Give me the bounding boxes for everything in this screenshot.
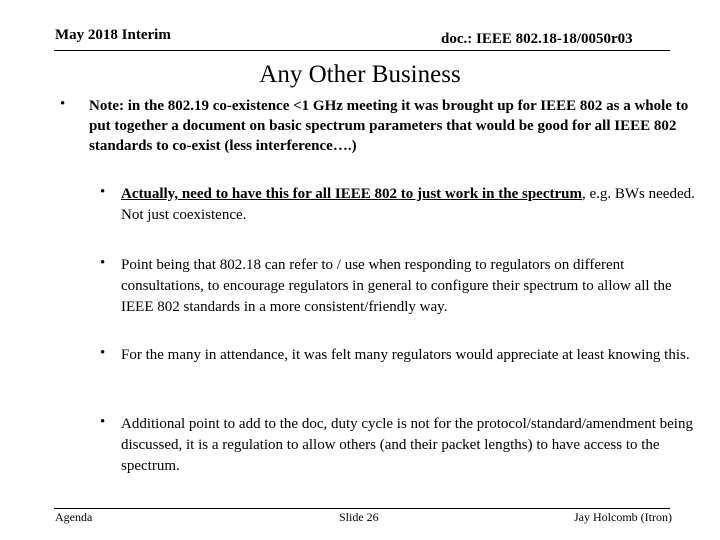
- footer-divider: [54, 508, 670, 509]
- header-doc-id: doc.: IEEE 802.18-18/0050r03: [441, 31, 633, 47]
- main-bullet-text: Note: in the 802.19 co-existence <1 GHz meeting it was brought up for IEEE 802 as a whole to put together a document on basic spectrum parameters that would be good for all IEEE 802 standards to co-exist (less interference….): [89, 98, 689, 154]
- slide-title: Any Other Business: [259, 61, 461, 88]
- sub-bullet-1: [121, 184, 706, 226]
- bullet-marker: •: [60, 96, 66, 112]
- sub-bullet-3: For the many in attendance, it was felt many regulators would appreciate at least knowing this.: [121, 347, 690, 363]
- sub-bullet-marker: •: [100, 255, 106, 271]
- sub-bullet-marker: •: [100, 345, 106, 361]
- sub-bullet-marker: •: [100, 414, 106, 430]
- footer-slide-number: Slide 26: [339, 510, 379, 524]
- header-divider: [54, 50, 670, 51]
- sub-bullet-4: Additional point to add to the doc, duty cycle is not for the protocol/standard/amendment being discussed, it is a regulation to allow others (and their packet lengths) to have access to the spectrum.: [121, 416, 693, 474]
- sub-bullet-1-emphasis: Actually, need to have this for all IEEE 802 to just work in the spectrum: [121, 186, 582, 202]
- sub-bullet-marker: •: [100, 184, 106, 200]
- footer-author: Jay Holcomb (Itron): [574, 510, 672, 524]
- header-date: May 2018 Interim: [55, 27, 171, 43]
- sub-bullet-2: Point being that 802.18 can refer to / use when responding to regulators on different consultations, to encourage regulators in general to configure their spectrum to allow all the IEEE 802 standards in a more consistent/friendly way.: [121, 257, 672, 315]
- footer-agenda: Agenda: [55, 510, 93, 524]
- sub-bullet-1-rest: , e.g. BWs needed. Not just coexistence.: [121, 186, 695, 223]
